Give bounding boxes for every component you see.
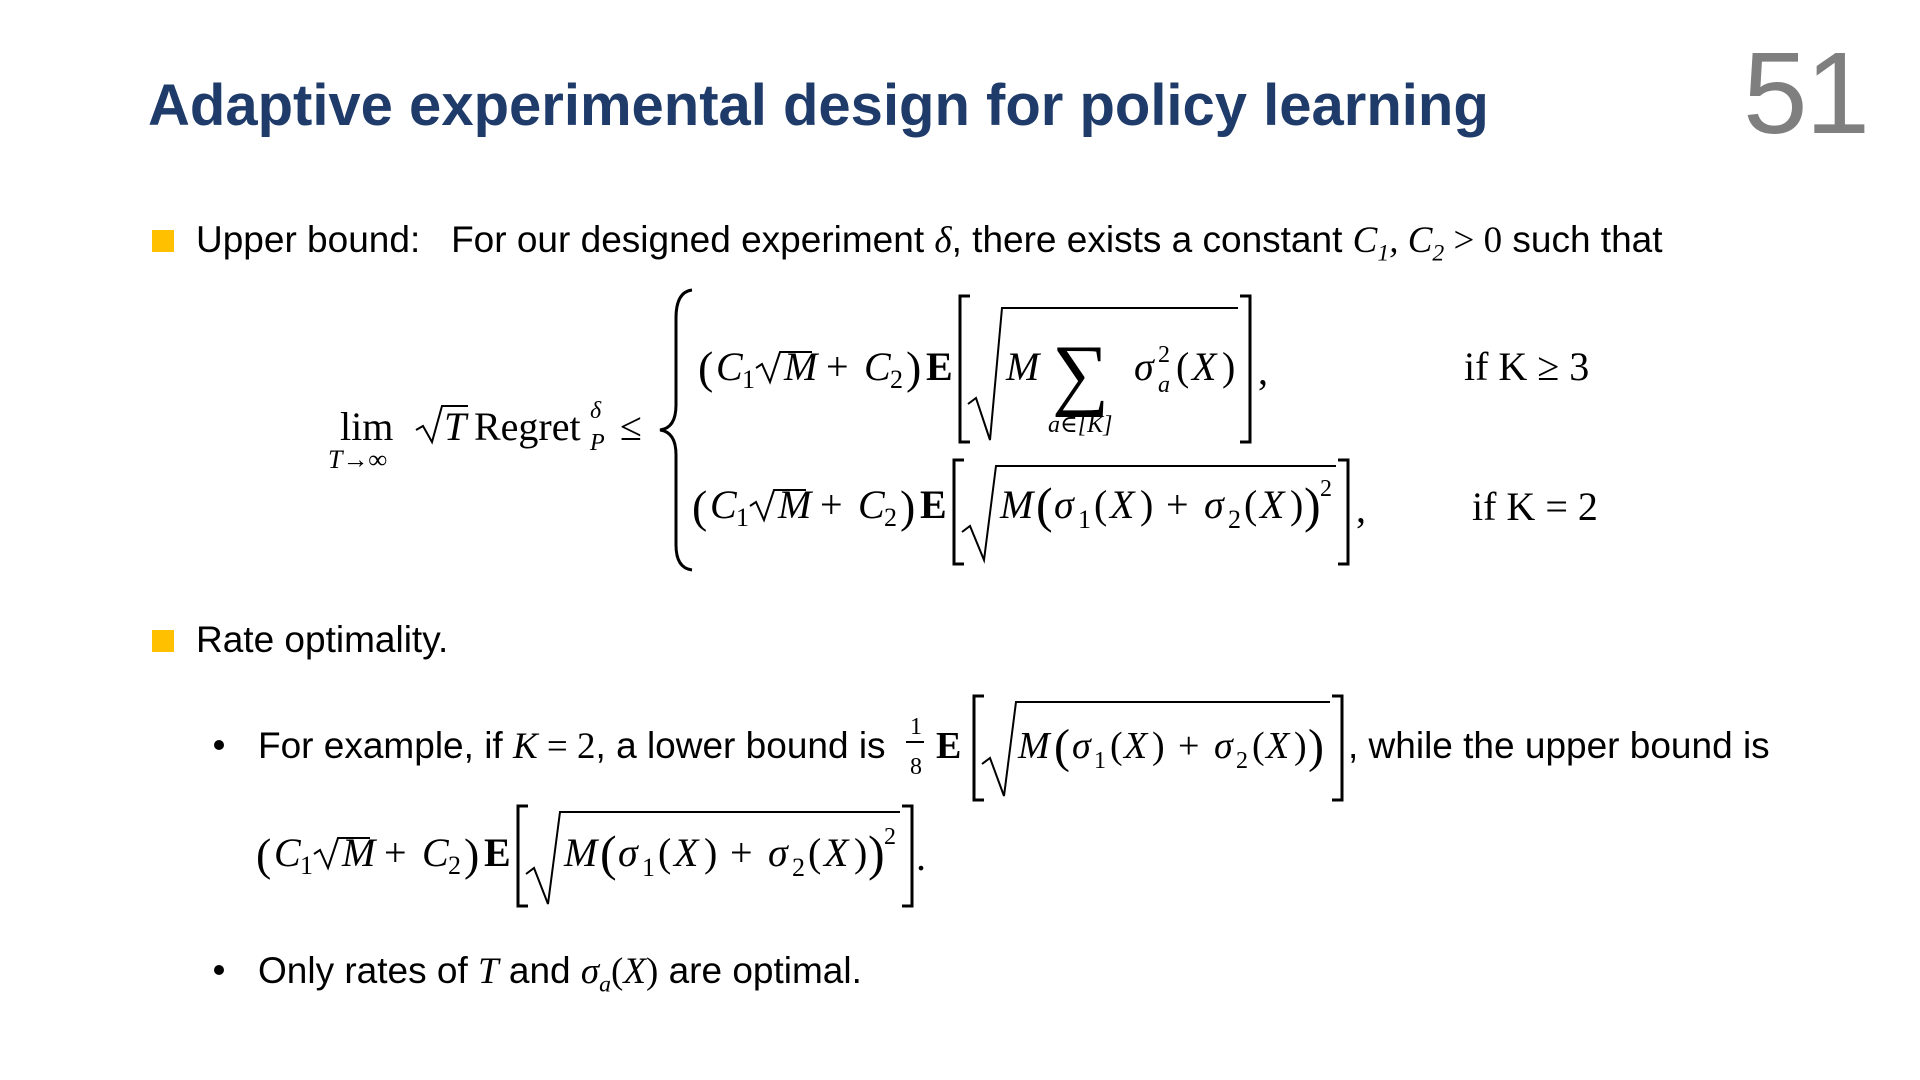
svg-text:σ: σ (1054, 482, 1074, 527)
svg-text:M: M (784, 344, 818, 389)
svg-text:M: M (342, 830, 376, 875)
expectation-symbol: E (936, 725, 962, 767)
svg-text:1: 1 (300, 851, 313, 880)
svg-text:+: + (384, 830, 407, 875)
svg-text:X: X (1110, 482, 1135, 527)
example-k-eq-2: K = 2 (512, 726, 596, 767)
regret-superscript: δ (590, 398, 602, 424)
svg-text:): ) (1222, 344, 1236, 389)
svg-text:X: X (1266, 725, 1290, 767)
svg-text:): ) (1290, 482, 1304, 527)
svg-text:X: X (1260, 482, 1285, 527)
upper-bound-label: Upper bound: (196, 219, 421, 260)
svg-text:E: E (926, 344, 953, 389)
lim-operator: lim (340, 404, 394, 449)
svg-text:σ: σ (1134, 344, 1154, 389)
svg-text:+: + (820, 482, 843, 527)
svg-text:(: ( (808, 830, 822, 875)
regret-subscript: P (590, 430, 605, 456)
svg-text:): ) (1294, 725, 1307, 767)
svg-text:1: 1 (742, 365, 755, 394)
svg-text:(: ( (1244, 482, 1258, 527)
svg-text:(: ( (698, 342, 714, 393)
svg-text:2: 2 (792, 853, 805, 882)
svg-text:2: 2 (1158, 342, 1170, 368)
svg-text:1: 1 (736, 503, 749, 532)
svg-text:(: ( (1054, 720, 1070, 773)
svg-text:X: X (1124, 725, 1148, 767)
svg-text:C: C (716, 344, 743, 389)
svg-text:.: . (916, 834, 926, 879)
frac-denominator: 8 (910, 754, 922, 780)
example-text-1: For example, if (258, 725, 503, 766)
only-rates-line (258, 950, 862, 998)
upper-bound-text-3: such that (1512, 219, 1663, 260)
svg-text:∑: ∑ (1052, 330, 1110, 418)
svg-text:σ: σ (1072, 725, 1091, 767)
svg-text:): ) (1140, 482, 1154, 527)
svg-text:1: 1 (1078, 505, 1091, 534)
svg-text:+: + (1166, 482, 1189, 527)
svg-text:C: C (422, 830, 449, 875)
svg-text:M: M (778, 482, 812, 527)
svg-text:X: X (1192, 344, 1217, 389)
upper-bound-text-2: , there exists a constant (951, 219, 1343, 260)
svg-text:2: 2 (1236, 748, 1248, 774)
svg-text:(: ( (1252, 725, 1265, 767)
svg-text:C: C (274, 830, 301, 875)
svg-text:(: ( (1110, 725, 1123, 767)
svg-text:σ: σ (618, 830, 638, 875)
svg-text:(: ( (1094, 482, 1108, 527)
svg-text:): ) (906, 342, 922, 393)
example-text-3: , while the upper bound is (1348, 725, 1770, 766)
svg-text:X: X (824, 830, 849, 875)
svg-text:C: C (710, 482, 737, 527)
svg-text:X: X (674, 830, 699, 875)
svg-text:σ: σ (1204, 482, 1224, 527)
frac-numerator: 1 (910, 714, 922, 740)
svg-text:C: C (864, 344, 891, 389)
svg-text:a: a (1158, 372, 1170, 398)
svg-text:M: M (564, 830, 598, 875)
svg-text:): ) (900, 481, 916, 532)
only-rates-text-1: Only rates of (258, 950, 468, 991)
svg-text:2: 2 (884, 503, 897, 532)
regret-label: Regret (474, 404, 581, 449)
svg-text:): ) (1304, 477, 1321, 533)
sum-index: a∈[K] (1048, 412, 1113, 438)
lim-subscript: T→∞ (328, 445, 387, 474)
sub-bullet-dot-only-rates (214, 965, 224, 975)
svg-text:2: 2 (884, 824, 896, 850)
svg-text:(: ( (1036, 477, 1053, 533)
svg-text:2: 2 (890, 365, 903, 394)
svg-text:E: E (920, 482, 947, 527)
svg-text:(: ( (256, 829, 272, 880)
case-2-condition: if K = 2 (1472, 484, 1598, 529)
svg-text:M: M (1018, 725, 1050, 767)
svg-text:): ) (1152, 725, 1165, 767)
only-rates-t: T (478, 951, 499, 992)
svg-text:1: 1 (1094, 748, 1106, 774)
only-rates-text-3: are optimal. (668, 950, 862, 991)
upper-bound-text-1: For our designed experiment (451, 219, 925, 260)
example-text-2: , a lower bound is (595, 725, 886, 766)
delta-symbol: δ (934, 220, 952, 261)
svg-text:): ) (464, 829, 480, 880)
svg-text:+: + (730, 830, 753, 875)
svg-text:): ) (1308, 720, 1324, 773)
svg-text:C: C (858, 482, 885, 527)
only-rates-text-2: and (508, 950, 571, 991)
svg-text:(: ( (692, 481, 708, 532)
svg-text:E: E (484, 830, 511, 875)
svg-text:σ: σ (768, 830, 788, 875)
svg-text:M: M (1000, 482, 1034, 527)
page-number: 51 (1742, 28, 1868, 158)
svg-text:1: 1 (642, 853, 655, 882)
svg-text:(: ( (1176, 344, 1190, 389)
svg-text:2: 2 (448, 851, 461, 880)
slide-title: Adaptive experimental design for policy learning (148, 73, 1489, 138)
case-1-condition: if K ≥ 3 (1464, 344, 1590, 389)
svg-text:(: ( (658, 830, 672, 875)
rate-optimality-heading: Rate optimality. (196, 619, 449, 660)
constants-math: $C_1$, $C_2 > 0$ (1352, 220, 1503, 267)
svg-text:): ) (854, 830, 868, 875)
svg-text:+: + (826, 344, 849, 389)
leq-symbol: ≤ (620, 404, 642, 449)
only-rates-sigma: $\sigma_a(X)$ (580, 951, 659, 998)
svg-text:): ) (704, 830, 718, 875)
svg-text:,: , (1258, 348, 1268, 393)
svg-text:(: ( (600, 825, 617, 881)
svg-text:,: , (1356, 486, 1366, 531)
svg-text:2: 2 (1228, 505, 1241, 534)
sqrt-t-symbol: T (444, 404, 467, 449)
svg-text:+: + (1178, 725, 1200, 767)
svg-text:σ: σ (1214, 725, 1233, 767)
svg-text:2: 2 (1320, 476, 1332, 502)
svg-text:M: M (1006, 344, 1040, 389)
svg-text:): ) (868, 825, 885, 881)
